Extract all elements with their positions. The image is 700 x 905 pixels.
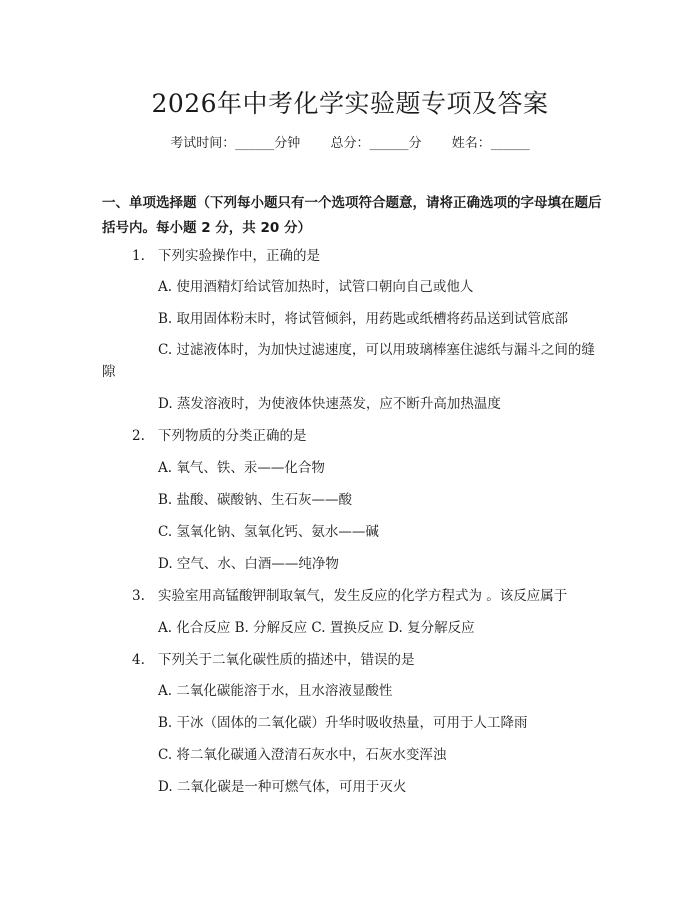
exam-meta — [0, 132, 700, 151]
section-heading: 一、单项选择题（下列每小题只有一个选项符合题意，请将正确选项的字母填在题后括号内。每小题 2 分，共 20 分） — [102, 195, 602, 236]
exam-time-label: 考试时间：______分钟 — [170, 136, 301, 151]
question-option: D. 二氧化碳是一种可燃气体，可用于灭火 — [158, 779, 407, 795]
question-stem — [132, 648, 415, 668]
question-stem — [132, 584, 567, 604]
question-option: B. 干冰（固体的二氧化碳）升华时吸收热量，可用于人工降雨 — [158, 715, 528, 731]
total-score-label: 总分：______分 — [330, 136, 422, 151]
question-option: A. 氧气、铁、汞——化合物 — [158, 460, 325, 476]
question-option: B. 盐酸、碳酸钠、生石灰——酸 — [158, 492, 353, 508]
question-text: 下列实验操作中，正确的是 — [158, 248, 320, 264]
question-stem — [132, 424, 307, 444]
question-option: C. 过滤液体时，为加快过滤速度，可以用玻璃棒塞住滤纸与漏斗之间的缝隙 — [102, 342, 595, 380]
question-option: B. 取用固体粉末时，将试管倾斜，用药匙或纸槽将药品送到试管底部 — [158, 311, 569, 327]
question-number: 2. — [132, 428, 145, 444]
question-option: A. 使用酒精灯给试管加热时，试管口朝向自己或他人 — [158, 279, 474, 295]
question-text: 下列物质的分类正确的是 — [158, 428, 307, 444]
question-option: C. 氢氧化钠、氢氧化钙、氨水——碱 — [158, 524, 379, 540]
question-option: C. 将二氧化碳通入澄清石灰水中，石灰水变浑浊 — [158, 747, 447, 763]
question-text: 实验室用高锰酸钾制取氧气，发生反应的化学方程式为 。该反应属于 — [158, 588, 568, 604]
question-number: 4. — [132, 652, 145, 668]
question-number: 1. — [132, 248, 145, 264]
question-option: D. 空气、水、白酒——纯净物 — [158, 556, 339, 572]
question-stem — [132, 244, 320, 264]
question-option: D. 蒸发溶液时，为使液体快速蒸发，应不断升高加热温度 — [158, 396, 501, 412]
question-option: A. 化合反应 B. 分解反应 C. 置换反应 D. 复分解反应 — [158, 620, 475, 636]
name-label: 姓名：______ — [451, 136, 530, 151]
page-title: 2026年中考化学实验题专项及答案 — [151, 89, 549, 118]
question-option: A. 二氧化碳能溶于水，且水溶液显酸性 — [158, 683, 393, 699]
question-number: 3. — [132, 588, 145, 604]
question-text: 下列关于二氧化碳性质的描述中，错误的是 — [158, 652, 415, 668]
